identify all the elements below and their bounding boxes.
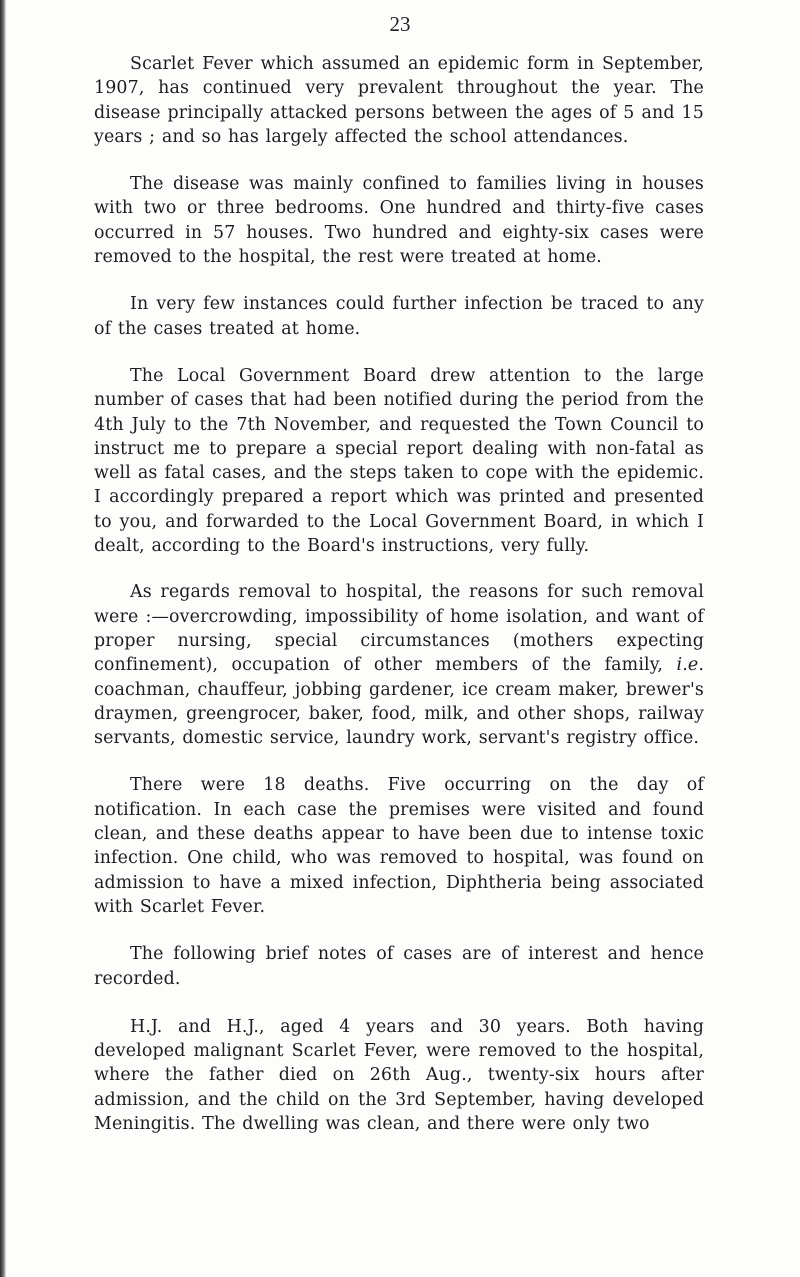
paragraph-deaths: There were 18 deaths. Five occurring on the day of notification. In each case the premises were visited and found clean, and these deaths appear to have been due to intense toxic infection. One child, who was removed to hospital, was found on admission to have a mixed infection, Diphtheria being associated with Scarlet Fever. [94,775,704,917]
paragraph-removal-reasons: As regards removal to hospital, the reasons for such removal were :—overcrowding, impossibility of home isolation, and want of proper nursing, special circumstances (mothers expecting confinement), occupation of other members of the family, i.e. coachman, chauffeur, jobbing gardener, ice cream maker, brewer's draymen, greengrocer, baker, food, milk, and other shops, railway servants, domestic service, laundry work, servant's registry office. [94,582,704,749]
report-body [94,52,704,1159]
paragraph-housing-and-removals: The disease was mainly confined to families living in houses with two or three bedrooms. One hundred and thirty-five cases occurred in 57 houses. Two hundred and eighty-six cases were removed to the hospital, the rest were treated at home. [94,174,704,268]
paragraph-home-infection: In very few instances could further infection be traced to any of the cases treated at home. [94,294,704,339]
paragraph-special-report: The Local Government Board drew attention to the large number of cases that had been notified during the period from the 4th July to the 7th November, and requested the Town Council to instruct me to prepare a special report dealing with non-fatal as well as fatal cases, and the steps taken to cope with the epidemic. I accordingly prepared a report which was printed and presented to you, and forwarded to the Local Government Board, in which I dealt, according to the Board's instructions, very fully. [94,365,704,557]
page-binding-edge [0,0,6,1277]
paragraph-epidemic-overview: Scarlet Fever which assumed an epidemic form in September, 1907, has continued very prevalent throughout the year. The disease principally attacked persons between the ages of 5 and 15 years ; and so has largely affected the school attendances. [94,54,704,147]
page-number: 23 [389,12,411,36]
abbreviation-ie: i.e. [676,655,704,676]
paragraph-case-hj: H.J. and H.J., aged 4 years and 30 years. Both having developed malignant Scarlet Fever, were removed to the hospital, where the father died on 26th Aug., twenty-six hours after admission, and the child on the 3rd September, having developed Meningitis. The dwelling was clean, and there were only two [94,1016,704,1134]
paragraph-case-notes-intro: The following brief notes of cases are of interest and hence recorded. [94,944,704,989]
